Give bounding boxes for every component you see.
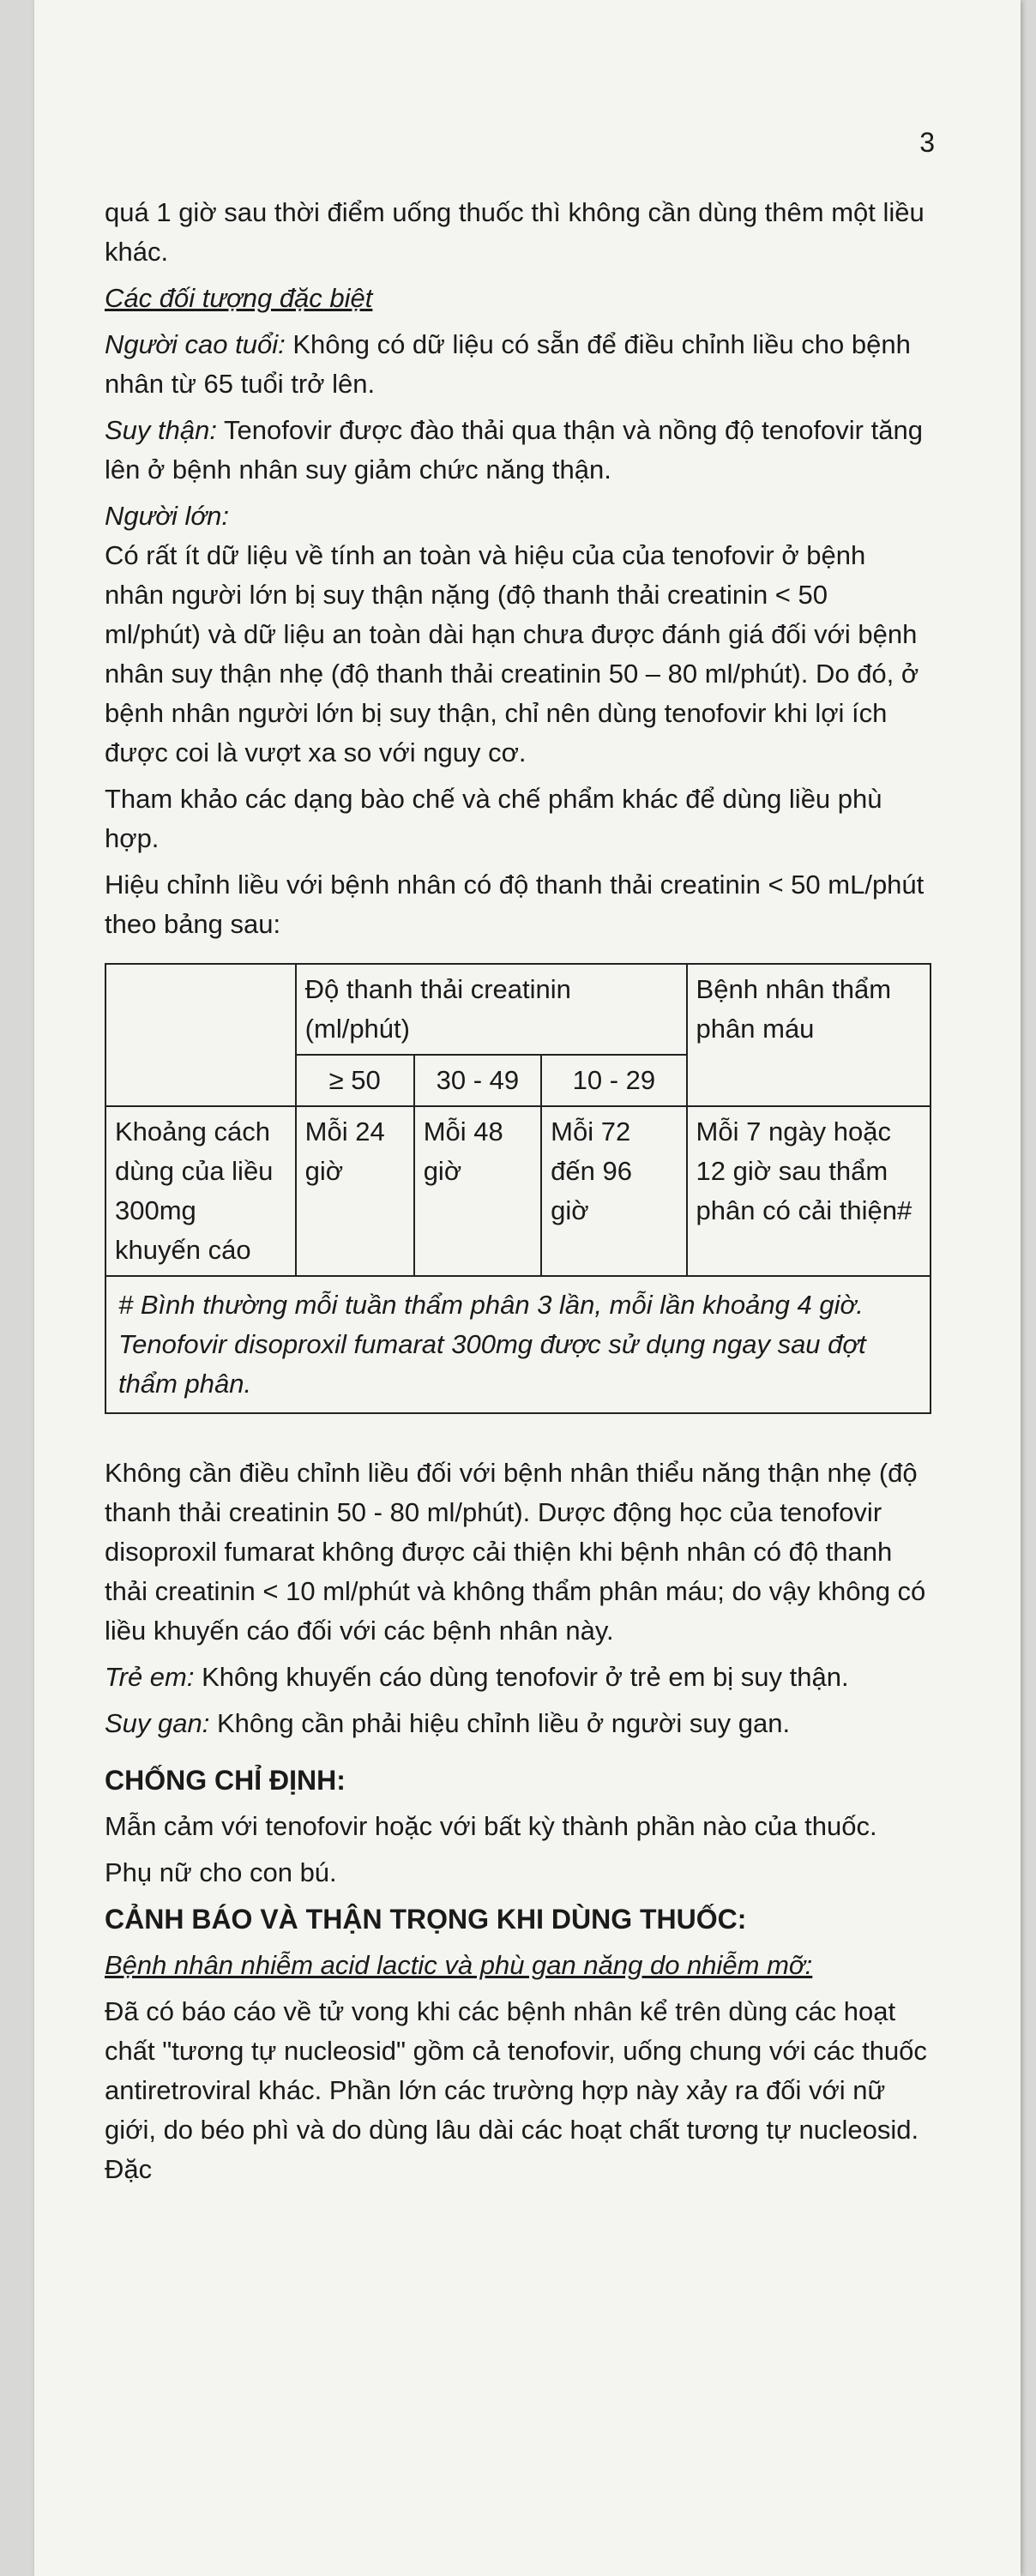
paragraph-missed-dose: quá 1 giờ sau thời điểm uống thuốc thì không cần dùng thêm một liều khác. [105,197,925,267]
header-dialysis: Bệnh nhân thẩm phân máu [687,964,931,1106]
cell-dialysis: Mỗi 7 ngày hoặc 12 giờ sau thẩm phân có cải thiện# [687,1106,931,1276]
contraindications-heading: CHỐNG CHỈ ĐỊNH: [105,1765,346,1796]
contraindication-hypersensitivity: Mẫn cảm với tenofovir hoặc với bất kỳ thành phần nào của thuốc. [105,1811,877,1841]
paragraph-renal [105,411,928,490]
table-corner-cell [105,964,296,1106]
col-header-30-49: 30 - 49 [414,1055,541,1106]
paragraph-hepatic [105,1704,928,1743]
special-populations-heading: Các đối tượng đặc biệt [105,283,373,313]
elderly-text: Không có dữ liệu có sẵn để điều chỉnh liều cho bệnh nhân từ 65 tuổi trở lên. [105,329,911,399]
row-label-dosing-interval: Khoảng cách dùng của liều 300mg khuyến cáo [105,1106,296,1276]
table-footnote: # Bình thường mỗi tuần thẩm phân 3 lần, mỗi lần khoảng 4 giờ. Tenofovir disoproxil fumarat 300mg được sử dụng ngay sau đợt thẩm phân. [105,1276,931,1413]
header-clearance: Độ thanh thải creatinin (ml/phút) [296,964,687,1055]
leaflet-content [105,193,928,2196]
paragraph-table-intro: Hiệu chỉnh liều với bệnh nhân có độ thanh thải creatinin < 50 mL/phút theo bảng sau: [105,870,925,939]
paragraph-children [105,1658,928,1697]
hepatic-text: Không cần phải hiệu chỉnh liều ở người suy gan. [209,1708,791,1738]
hepatic-label: Suy gan: [105,1708,210,1738]
paragraph-reference: Tham khảo các dạng bào chế và chế phẩm khác để dùng liều phù hợp. [105,784,882,853]
col-header-ge50: ≥ 50 [296,1055,414,1106]
cell-30-49: Mỗi 48 giờ [414,1106,541,1276]
page-number: 3 [919,127,935,158]
paragraph-warnings: Đã có báo cáo về tử vong khi các bệnh nhân kể trên dùng các hoạt chất "tương tự nucleosid" gồm cả tenofovir, uống chung với các thuốc antiretroviral khác. Phần lớn các trường hợp này xảy ra đối với nữ giới, do béo phì và do dùng lâu dài các hoạt chất tương tự nucleosid. Đặc [105,1996,927,2184]
paragraph-mild-renal: Không cần điều chỉnh liều đối với bệnh nhân thiểu năng thận nhẹ (độ thanh thải creatinin 50 - 80 ml/phút). Dược động học của tenofovir disoproxil fumarat không được cải thiện khi bệnh nhân có độ thanh thải creatinin < 10 ml/phút và không thẩm phân máu; do vậy không có liều khuyến cáo đối với các bệnh nhân này. [105,1458,926,1646]
paragraph-adult: Có rất ít dữ liệu về tính an toàn và hiệu của của tenofovir ở bệnh nhân người lớn bị suy thận nặng (độ thanh thải creatinin < 50 ml/phút) và dữ liệu an toàn dài hạn chưa được đánh giá đối với bệnh nhân suy thận nhẹ (độ thanh thải creatinin 50 – 80 ml/phút). Do đó, ở bệnh nhân người lớn bị suy thận, chỉ nên dùng tenofovir khi lợi ích được coi là vượt xa so với nguy cơ. [105,540,919,767]
children-text: Không khuyến cáo dùng tenofovir ở trẻ em bị suy thận. [194,1662,849,1692]
children-label: Trẻ em: [105,1662,195,1692]
cell-ge50: Mỗi 24 giờ [296,1106,414,1276]
elderly-label: Người cao tuổi: [105,329,286,359]
warnings-subheading: Bệnh nhân nhiễm acid lactic và phù gan năng do nhiễm mỡ: [105,1950,813,1980]
leaflet-page [34,0,1021,2576]
paragraph-elderly [105,325,928,404]
warnings-heading: CẢNH BÁO VÀ THẬN TRỌNG KHI DÙNG THUỐC: [105,1904,747,1935]
renal-text: Tenofovir được đào thải qua thận và nồng độ tenofovir tăng lên ở bệnh nhân suy giảm chức năng thận. [105,415,923,485]
cell-10-29: Mỗi 72 đến 96 giờ [541,1106,686,1276]
renal-label: Suy thận: [105,415,217,445]
contraindication-breastfeeding: Phụ nữ cho con bú. [105,1857,337,1887]
col-header-10-29: 10 - 29 [541,1055,686,1106]
dosing-table [105,963,931,1414]
adult-label: Người lớn: [105,501,229,531]
